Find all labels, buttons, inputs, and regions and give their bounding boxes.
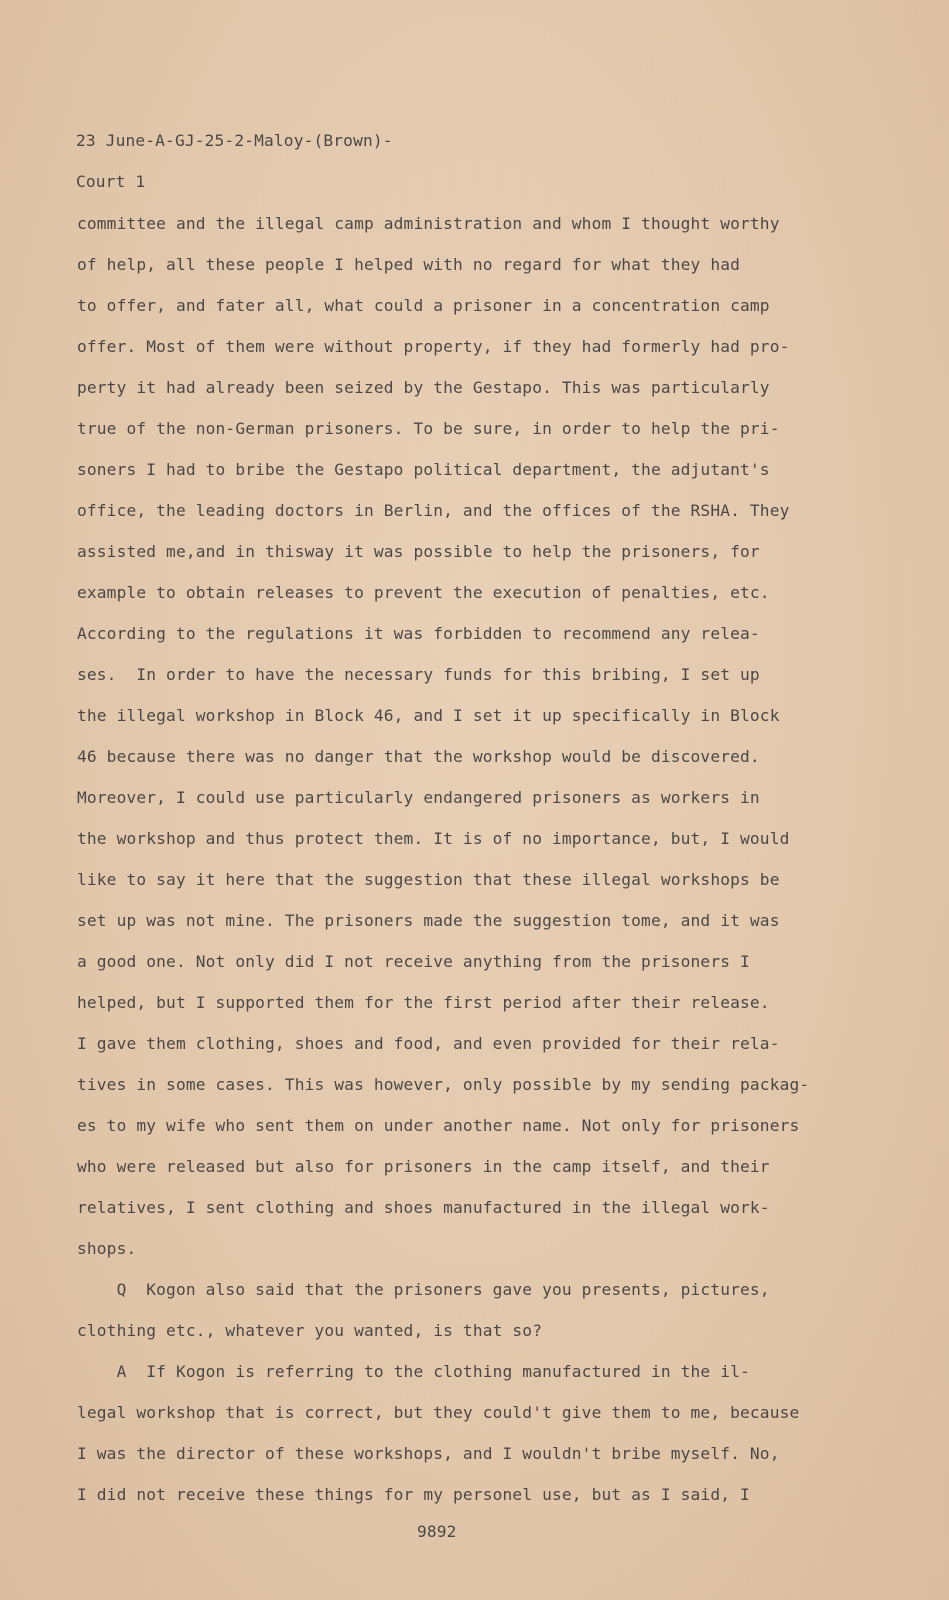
text-line: tives in some cases. This was however, only possible by my sending packag- [77, 1075, 810, 1094]
text-line: ses. In order to have the necessary funds for this bribing, I set up [77, 665, 760, 684]
text-line: shops. [77, 1239, 137, 1258]
text-line: clothing etc., whatever you wanted, is that so? [77, 1321, 543, 1340]
text-line: example to obtain releases to prevent the execution of penalties, etc. [77, 583, 770, 602]
text-line: I gave them clothing, shoes and food, and even provided for their rela- [77, 1034, 780, 1053]
text-line: like to say it here that the suggestion that these illegal workshops be [77, 870, 780, 889]
header-line: 23 June-A-GJ-25-2-Maloy-(Brown)- [76, 131, 393, 150]
text-line: the workshop and thus protect them. It is of no importance, but, I would [77, 829, 790, 848]
text-line: of help, all these people I helped with no regard for what they had [77, 255, 741, 274]
text-line: Q Kogon also said that the prisoners gave you presents, pictures, [77, 1280, 770, 1299]
text-line: who were released but also for prisoners in the camp itself, and their [77, 1157, 770, 1176]
text-line: the illegal workshop in Block 46, and I set it up specifically in Block [77, 706, 780, 725]
text-line: offer. Most of them were without property, if they had formerly had pro- [77, 337, 790, 356]
text-line: 46 because there was no danger that the workshop would be discovered. [77, 747, 760, 766]
text-line: assisted me,and in thisway it was possible to help the prisoners, for [77, 542, 760, 561]
text-line: soners I had to bribe the Gestapo political department, the adjutant's [77, 460, 770, 479]
text-line: I did not receive these things for my personel use, but as I said, I [77, 1485, 750, 1504]
text-line: I was the director of these workshops, and I wouldn't bribe myself. No, [77, 1444, 780, 1463]
court-line: Court 1 [76, 172, 146, 191]
text-line: committee and the illegal camp administration and whom I thought worthy [77, 214, 780, 233]
text-line: a good one. Not only did I not receive anything from the prisoners I [77, 952, 750, 971]
body-text [77, 203, 809, 1515]
text-line: legal workshop that is correct, but they could't give them to me, because [77, 1403, 800, 1422]
text-line: Moreover, I could use particularly endangered prisoners as workers in [77, 788, 760, 807]
text-line: According to the regulations it was forbidden to recommend any relea- [77, 624, 760, 643]
text-line: to offer, and fater all, what could a prisoner in a concentration camp [77, 296, 770, 315]
text-line: office, the leading doctors in Berlin, and the offices of the RSHA. They [77, 501, 790, 520]
page-number: 9892 [417, 1522, 457, 1541]
text-line: relatives, I sent clothing and shoes manufactured in the illegal work- [77, 1198, 770, 1217]
text-line: perty it had already been seized by the Gestapo. This was particularly [77, 378, 770, 397]
text-line: helped, but I supported them for the first period after their release. [77, 993, 770, 1012]
text-line: es to my wife who sent them on under another name. Not only for prisoners [77, 1116, 800, 1135]
text-line: set up was not mine. The prisoners made the suggestion tome, and it was [77, 911, 780, 930]
text-line: A If Kogon is referring to the clothing manufactured in the il- [77, 1362, 750, 1381]
text-line: true of the non-German prisoners. To be sure, in order to help the pri- [77, 419, 780, 438]
